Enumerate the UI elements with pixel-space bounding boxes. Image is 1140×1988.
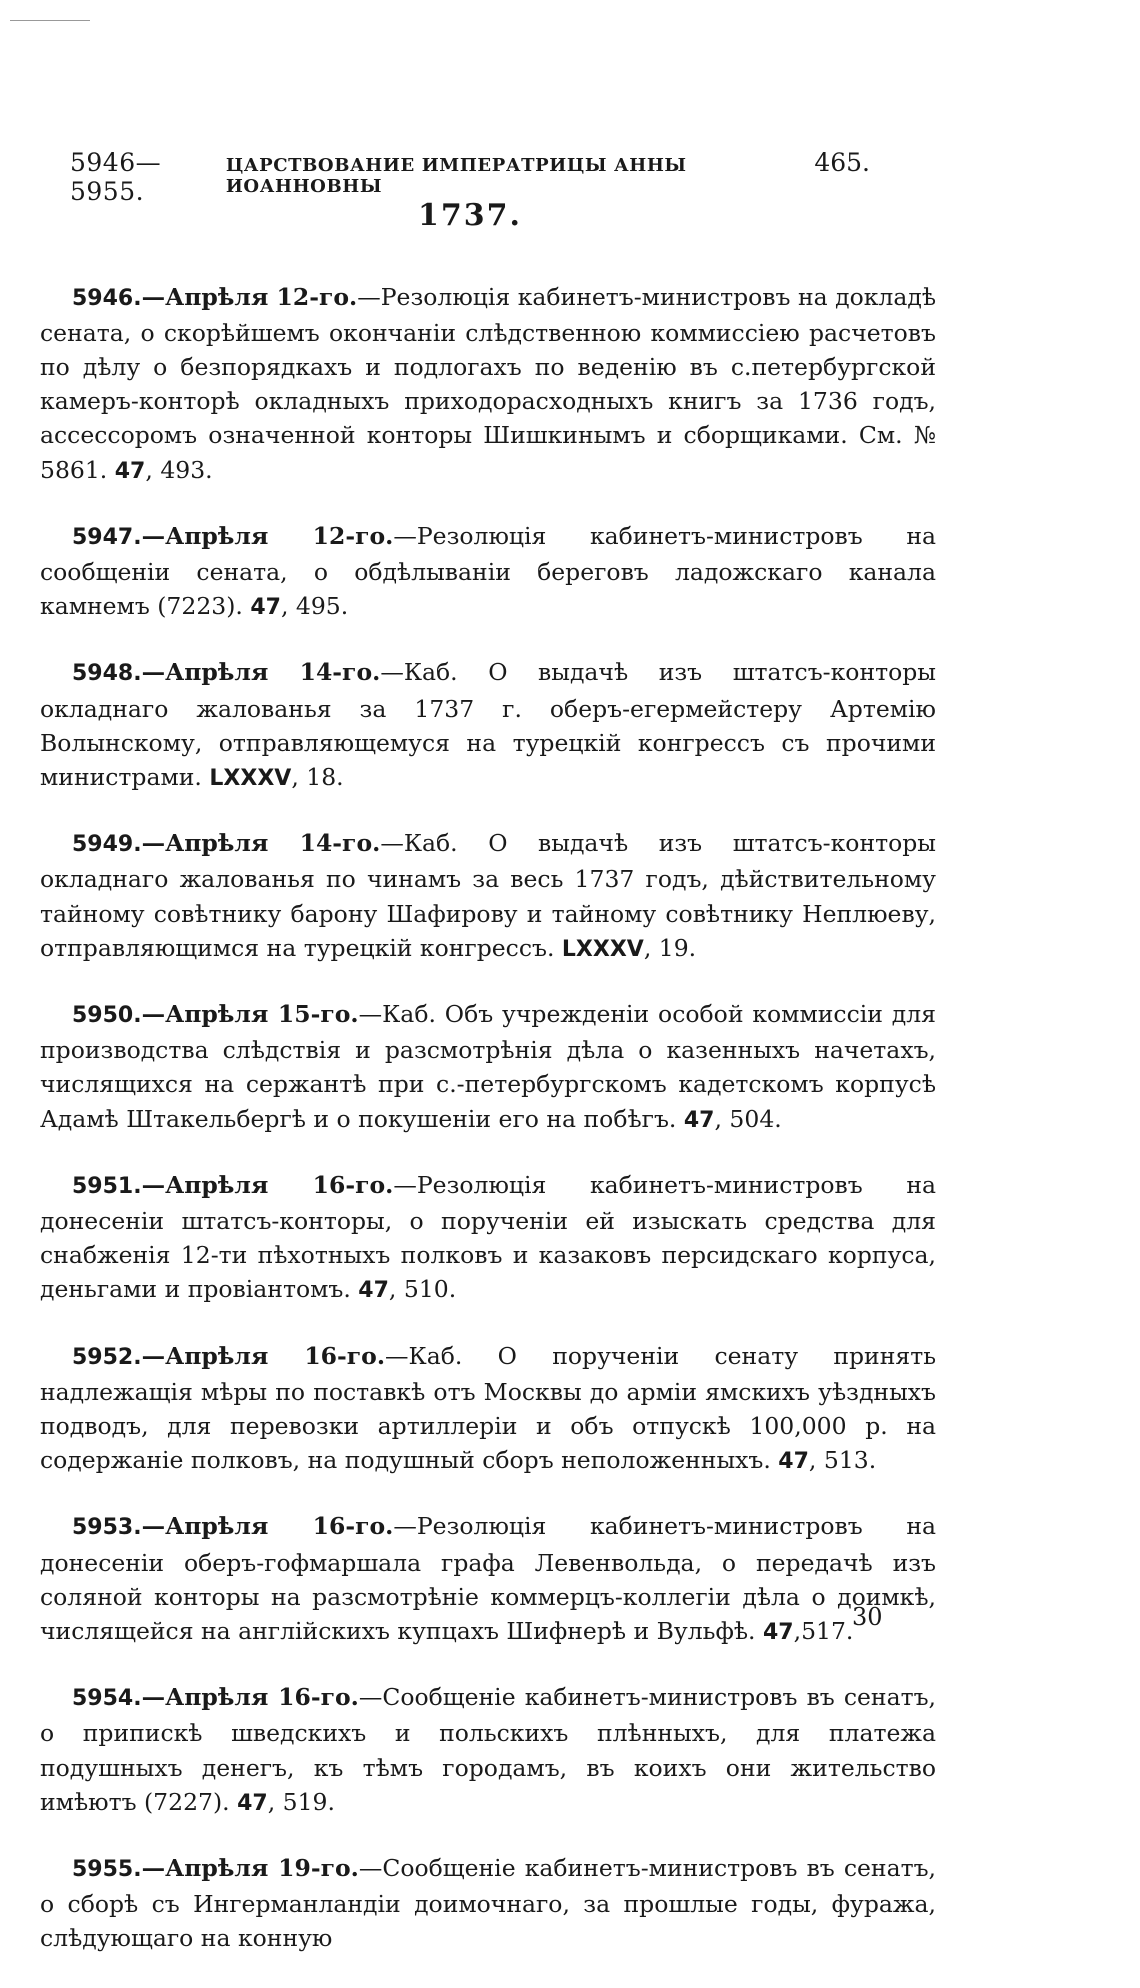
entry-text: —Каб. О выдачѣ изъ штатсъ-конторы окладнаго жалованья по чинамъ за весь 1737 годъ, дѣйствительному тайному совѣтнику барону Шафирову и тайному совѣтнику Неплюеву, отправляющимся на турецкій конгрессъ. xyxy=(40,829,936,962)
entry-volume: 47 xyxy=(358,1278,389,1304)
entry-number: 5946. xyxy=(72,285,142,311)
entry-date: —Апрѣля 14-го. xyxy=(141,829,381,858)
entry-volume: 47 xyxy=(762,1620,794,1645)
entry-date: —Апрѣля 16-го. xyxy=(141,1341,386,1370)
entry-page: , 504. xyxy=(714,1104,782,1133)
entries-list xyxy=(40,256,936,1988)
entry-date: —Апрѣля 15-го. xyxy=(141,999,359,1028)
header-range: 5946—5955. xyxy=(70,148,162,206)
header-title: ЦАРСТВОВАНИЕ ИМПЕРАТРИЦЫ АННЫ ИОАННОВНЫ xyxy=(225,155,687,197)
entry-volume: LXXXV xyxy=(209,765,292,791)
entry-volume: LXXXV xyxy=(561,936,644,962)
entry-page: , 19. xyxy=(643,933,697,962)
entry-number: 5954. xyxy=(72,1686,142,1712)
entry-date: —Апрѣля 14-го. xyxy=(141,658,381,687)
entry xyxy=(40,280,936,489)
entry-text: —Сообщеніе кабинетъ-министровъ въ сенатъ, о сборѣ съ Ингерманландіи доимочнаго, за прошлые годы, фуража, слѣдующаго на конную xyxy=(40,1854,937,1953)
entry xyxy=(40,1168,936,1309)
entry-text: —Резолюція кабинетъ-министровъ на донесеніи штатсъ-конторы, о порученіи ей изыскать средства для снабженія 12-ти пѣхотныхъ полковъ и казаковъ персидскаго корпуса, деньгами и провіантомъ. xyxy=(40,1170,936,1304)
entry-number: 5952. xyxy=(72,1344,142,1370)
entry-text: —Резолюція кабинетъ-министровъ на сообщеніи сената, о обдѣлываніи береговъ ладожскаго канала камнемъ (7223). xyxy=(40,521,936,621)
entry-date: —Апрѣля 16-го. xyxy=(141,1170,394,1199)
entry-date: —Апрѣля 12-го. xyxy=(141,282,358,311)
entry-number: 5947. xyxy=(72,524,142,550)
entry-text: —Каб. Объ учрежденіи особой коммиссіи для производства слѣдствія и разсмотрѣнія дѣла о казенныхъ начетахъ, числящихся на сержантѣ при с.-петербургскомъ кадетскомъ корпусѣ Адамѣ Штакельбергѣ и о покушеніи его на побѣгъ. xyxy=(40,999,936,1133)
entry-number: 5955. xyxy=(72,1857,142,1883)
entry-text: —Каб. О выдачѣ изъ штатсъ-конторы окладнаго жалованья за 1737 г. оберъ-егермейстеру Артемію Волынскому, отправляющемуся на турецкій конгрессъ съ прочими министрами. xyxy=(40,658,936,791)
entry-number: 5953. xyxy=(72,1515,142,1541)
entry xyxy=(40,826,936,967)
entry-number: 5948. xyxy=(72,661,142,687)
entry xyxy=(40,655,936,796)
entry-text: —Резолюція кабинетъ-министровъ на докладѣ сената, о скорѣйшемъ окончаніи слѣдственною коммиссіею расчетовъ по дѣлу о безпорядкахъ и подлогахъ по веденію въ с.петербургской камеръ-конторѣ окладныхъ приходорасходныхъ книгъ за 1736 годъ, ассессоромъ означенной конторы Шишкинымъ и сборщиками. См. № 5861. xyxy=(40,282,936,484)
entry xyxy=(40,1851,936,1958)
entry-page: , 510. xyxy=(388,1275,457,1304)
entry-number: 5949. xyxy=(72,832,142,858)
entry-page: , 513. xyxy=(808,1446,877,1475)
entry-date: —Апрѣля 16-го. xyxy=(141,1683,359,1712)
entry xyxy=(40,997,936,1138)
entry-volume: 47 xyxy=(250,595,281,621)
signature-mark: 30 xyxy=(852,1603,883,1631)
entry-page: , 493. xyxy=(145,455,213,484)
entry-volume: 47 xyxy=(683,1107,715,1133)
entry-volume: 47 xyxy=(114,458,146,484)
page-number: 465. xyxy=(814,148,870,177)
year-heading: 1737. xyxy=(418,198,522,233)
entry-number: 5950. xyxy=(72,1002,142,1028)
entry xyxy=(40,1339,936,1480)
entry-volume: 47 xyxy=(778,1449,809,1475)
entry xyxy=(40,519,936,626)
entry xyxy=(40,1680,936,1821)
entry-text: —Каб. О порученіи сенату принять надлежащія мѣры по поставкѣ отъ Москвы до арміи ямскихъ уѣздныхъ подводъ, для перевозки артиллеріи и объ отпускѣ 100,000 р. на содержаніе полковъ, на подушный сборъ неположенныхъ. xyxy=(40,1341,936,1475)
entry-page: , 18. xyxy=(291,762,344,791)
entry-date: —Апрѣля 19-го. xyxy=(141,1854,359,1883)
entry-number: 5951. xyxy=(72,1173,142,1199)
top-rule xyxy=(10,20,90,21)
entry-volume: 47 xyxy=(237,1790,268,1816)
entry-page: , 519. xyxy=(267,1787,335,1816)
entry xyxy=(40,1509,936,1650)
entry-text: —Резолюція кабинетъ-министровъ на донесеніи оберъ-гофмаршала графа Левенвольда, о передачѣ изъ соляной конторы на разсмотрѣніе коммерцъ-коллегіи дѣла о доимкѣ, числящейся на англійскихъ купцахъ Шифнерѣ и Вульфѣ. xyxy=(40,1512,936,1645)
entry-page: ,517. xyxy=(793,1617,854,1645)
entry-text: —Сообщеніе кабинетъ-министровъ въ сенатъ, о припискѣ шведскихъ и польскихъ плѣнныхъ, для платежа подушныхъ денегъ, къ тѣмъ городамъ, въ коихъ они жительство имѣютъ (7227). xyxy=(40,1683,937,1816)
entry-date: —Апрѣля 16-го. xyxy=(141,1512,394,1541)
entry-date: —Апрѣля 12-го. xyxy=(141,521,394,550)
entry-page: , 495. xyxy=(280,592,349,621)
